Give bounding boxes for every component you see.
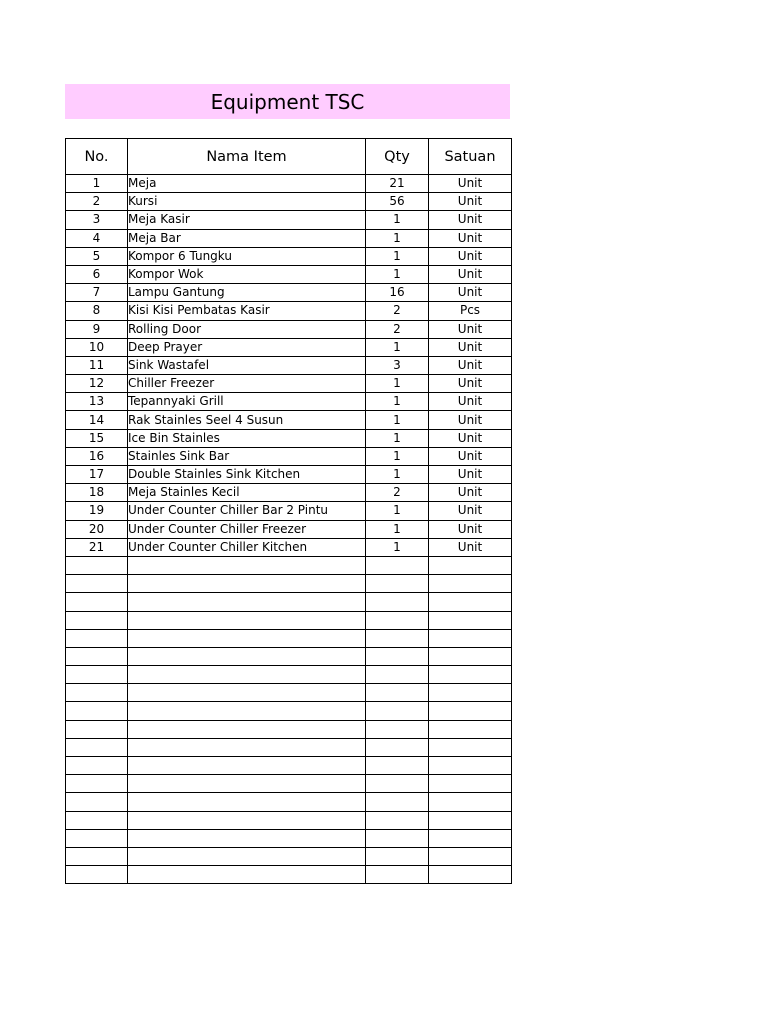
empty-table-row — [66, 702, 512, 720]
cell-qty: 1 — [366, 466, 429, 484]
cell-name: Double Stainles Sink Kitchen — [128, 466, 366, 484]
cell-no: 16 — [66, 447, 128, 465]
cell-unit: Unit — [429, 193, 512, 211]
cell-name: Lampu Gantung — [128, 284, 366, 302]
cell-unit: Unit — [429, 284, 512, 302]
empty-table-row — [66, 829, 512, 847]
cell-qty: 1 — [366, 229, 429, 247]
cell-no: 14 — [66, 411, 128, 429]
header-qty: Qty — [366, 139, 429, 175]
cell-unit — [429, 647, 512, 665]
cell-unit — [429, 738, 512, 756]
cell-name: Chiller Freezer — [128, 375, 366, 393]
page-title: Equipment TSC — [210, 89, 365, 114]
cell-no: 9 — [66, 320, 128, 338]
cell-no: 21 — [66, 538, 128, 556]
cell-qty — [366, 757, 429, 775]
cell-unit — [429, 593, 512, 611]
cell-no — [66, 702, 128, 720]
cell-unit: Unit — [429, 265, 512, 283]
cell-unit: Unit — [429, 320, 512, 338]
cell-name: Rak Stainles Seel 4 Susun — [128, 411, 366, 429]
cell-no — [66, 611, 128, 629]
cell-qty: 1 — [366, 447, 429, 465]
cell-no — [66, 575, 128, 593]
cell-no — [66, 793, 128, 811]
table-row — [66, 193, 512, 211]
cell-no: 5 — [66, 247, 128, 265]
cell-name: Under Counter Chiller Kitchen — [128, 538, 366, 556]
table-row — [66, 484, 512, 502]
cell-unit: Unit — [429, 538, 512, 556]
cell-unit — [429, 556, 512, 574]
table-row — [66, 356, 512, 374]
cell-no — [66, 757, 128, 775]
cell-unit — [429, 702, 512, 720]
cell-name: Kompor Wok — [128, 265, 366, 283]
cell-no — [66, 593, 128, 611]
cell-qty: 21 — [366, 175, 429, 193]
cell-no: 13 — [66, 393, 128, 411]
table-row — [66, 538, 512, 556]
cell-unit: Unit — [429, 338, 512, 356]
cell-name: Sink Wastafel — [128, 356, 366, 374]
cell-name: Meja Kasir — [128, 211, 366, 229]
cell-no: 6 — [66, 265, 128, 283]
cell-unit: Unit — [429, 466, 512, 484]
empty-table-row — [66, 720, 512, 738]
empty-table-row — [66, 647, 512, 665]
cell-unit: Unit — [429, 429, 512, 447]
cell-unit — [429, 793, 512, 811]
empty-table-row — [66, 629, 512, 647]
cell-unit — [429, 684, 512, 702]
empty-table-row — [66, 593, 512, 611]
cell-unit: Unit — [429, 447, 512, 465]
cell-no — [66, 720, 128, 738]
cell-qty — [366, 575, 429, 593]
table-row — [66, 247, 512, 265]
cell-unit: Unit — [429, 502, 512, 520]
cell-no: 8 — [66, 302, 128, 320]
cell-name — [128, 611, 366, 629]
cell-no — [66, 684, 128, 702]
cell-unit — [429, 575, 512, 593]
cell-no: 2 — [66, 193, 128, 211]
empty-table-row — [66, 847, 512, 865]
cell-no — [66, 829, 128, 847]
table-row — [66, 265, 512, 283]
table-body — [66, 175, 512, 884]
cell-qty: 1 — [366, 375, 429, 393]
cell-qty — [366, 611, 429, 629]
cell-no — [66, 666, 128, 684]
table-row — [66, 375, 512, 393]
cell-name — [128, 793, 366, 811]
cell-no: 10 — [66, 338, 128, 356]
cell-unit: Unit — [429, 175, 512, 193]
title-banner — [65, 84, 510, 119]
cell-name — [128, 556, 366, 574]
cell-name — [128, 593, 366, 611]
cell-unit — [429, 775, 512, 793]
cell-name: Meja Bar — [128, 229, 366, 247]
cell-name — [128, 720, 366, 738]
cell-qty: 56 — [366, 193, 429, 211]
empty-table-row — [66, 811, 512, 829]
cell-no — [66, 738, 128, 756]
cell-qty: 2 — [366, 302, 429, 320]
cell-no — [66, 847, 128, 865]
cell-unit: Unit — [429, 375, 512, 393]
cell-unit — [429, 829, 512, 847]
cell-unit: Unit — [429, 520, 512, 538]
cell-unit: Unit — [429, 356, 512, 374]
cell-name: Kompor 6 Tungku — [128, 247, 366, 265]
cell-qty — [366, 666, 429, 684]
cell-name — [128, 575, 366, 593]
cell-qty — [366, 629, 429, 647]
cell-qty — [366, 556, 429, 574]
cell-name — [128, 738, 366, 756]
empty-table-row — [66, 793, 512, 811]
equipment-table — [65, 138, 512, 884]
cell-qty: 1 — [366, 538, 429, 556]
cell-name: Meja — [128, 175, 366, 193]
empty-table-row — [66, 757, 512, 775]
cell-name — [128, 702, 366, 720]
empty-table-row — [66, 866, 512, 884]
cell-qty: 1 — [366, 247, 429, 265]
cell-unit: Unit — [429, 247, 512, 265]
cell-no — [66, 647, 128, 665]
cell-qty — [366, 702, 429, 720]
cell-name — [128, 866, 366, 884]
cell-unit: Unit — [429, 229, 512, 247]
cell-qty — [366, 684, 429, 702]
empty-table-row — [66, 611, 512, 629]
cell-no: 18 — [66, 484, 128, 502]
empty-table-row — [66, 575, 512, 593]
cell-unit — [429, 666, 512, 684]
cell-no: 17 — [66, 466, 128, 484]
cell-name: Ice Bin Stainles — [128, 429, 366, 447]
cell-qty — [366, 593, 429, 611]
cell-name — [128, 811, 366, 829]
cell-no — [66, 866, 128, 884]
table-row — [66, 411, 512, 429]
cell-unit — [429, 847, 512, 865]
table-row — [66, 320, 512, 338]
cell-no: 1 — [66, 175, 128, 193]
cell-name — [128, 775, 366, 793]
cell-qty: 1 — [366, 211, 429, 229]
cell-qty — [366, 811, 429, 829]
cell-no: 19 — [66, 502, 128, 520]
cell-no — [66, 811, 128, 829]
cell-unit — [429, 720, 512, 738]
cell-unit — [429, 611, 512, 629]
cell-qty: 2 — [366, 484, 429, 502]
cell-qty: 1 — [366, 429, 429, 447]
cell-unit: Unit — [429, 484, 512, 502]
cell-no: 7 — [66, 284, 128, 302]
cell-qty: 1 — [366, 393, 429, 411]
cell-name — [128, 647, 366, 665]
cell-name: Rolling Door — [128, 320, 366, 338]
cell-no: 4 — [66, 229, 128, 247]
cell-no: 20 — [66, 520, 128, 538]
cell-qty: 1 — [366, 502, 429, 520]
cell-no: 11 — [66, 356, 128, 374]
table-row — [66, 429, 512, 447]
cell-name: Under Counter Chiller Freezer — [128, 520, 366, 538]
table-row — [66, 520, 512, 538]
cell-name: Tepannyaki Grill — [128, 393, 366, 411]
cell-qty — [366, 829, 429, 847]
table-header-row — [66, 139, 512, 175]
empty-table-row — [66, 684, 512, 702]
cell-qty: 1 — [366, 520, 429, 538]
table-row — [66, 502, 512, 520]
cell-no: 12 — [66, 375, 128, 393]
cell-unit — [429, 811, 512, 829]
table-row — [66, 466, 512, 484]
cell-unit: Unit — [429, 411, 512, 429]
cell-qty — [366, 720, 429, 738]
cell-name: Stainles Sink Bar — [128, 447, 366, 465]
cell-name: Meja Stainles Kecil — [128, 484, 366, 502]
cell-qty — [366, 847, 429, 865]
cell-qty: 16 — [366, 284, 429, 302]
cell-no — [66, 556, 128, 574]
cell-name: Deep Prayer — [128, 338, 366, 356]
cell-unit — [429, 629, 512, 647]
cell-name — [128, 847, 366, 865]
cell-unit: Unit — [429, 211, 512, 229]
cell-qty — [366, 775, 429, 793]
table-row — [66, 447, 512, 465]
cell-no — [66, 629, 128, 647]
cell-name — [128, 666, 366, 684]
cell-name: Kisi Kisi Pembatas Kasir — [128, 302, 366, 320]
cell-qty: 1 — [366, 265, 429, 283]
cell-name — [128, 684, 366, 702]
header-no: No. — [66, 139, 128, 175]
empty-table-row — [66, 556, 512, 574]
header-name: Nama Item — [128, 139, 366, 175]
table-row — [66, 229, 512, 247]
cell-qty — [366, 793, 429, 811]
cell-unit: Unit — [429, 393, 512, 411]
empty-table-row — [66, 775, 512, 793]
cell-unit: Pcs — [429, 302, 512, 320]
cell-qty — [366, 647, 429, 665]
table-row — [66, 338, 512, 356]
table-row — [66, 175, 512, 193]
table-row — [66, 211, 512, 229]
empty-table-row — [66, 738, 512, 756]
cell-qty — [366, 866, 429, 884]
cell-qty — [366, 738, 429, 756]
cell-unit — [429, 757, 512, 775]
cell-name — [128, 629, 366, 647]
cell-name: Under Counter Chiller Bar 2 Pintu — [128, 502, 366, 520]
header-unit: Satuan — [429, 139, 512, 175]
cell-name — [128, 829, 366, 847]
cell-name: Kursi — [128, 193, 366, 211]
cell-no — [66, 775, 128, 793]
cell-unit — [429, 866, 512, 884]
cell-no: 15 — [66, 429, 128, 447]
cell-qty: 1 — [366, 411, 429, 429]
cell-qty: 3 — [366, 356, 429, 374]
table-row — [66, 302, 512, 320]
table-row — [66, 284, 512, 302]
table-row — [66, 393, 512, 411]
cell-name — [128, 757, 366, 775]
cell-qty: 2 — [366, 320, 429, 338]
cell-no: 3 — [66, 211, 128, 229]
empty-table-row — [66, 666, 512, 684]
cell-qty: 1 — [366, 338, 429, 356]
